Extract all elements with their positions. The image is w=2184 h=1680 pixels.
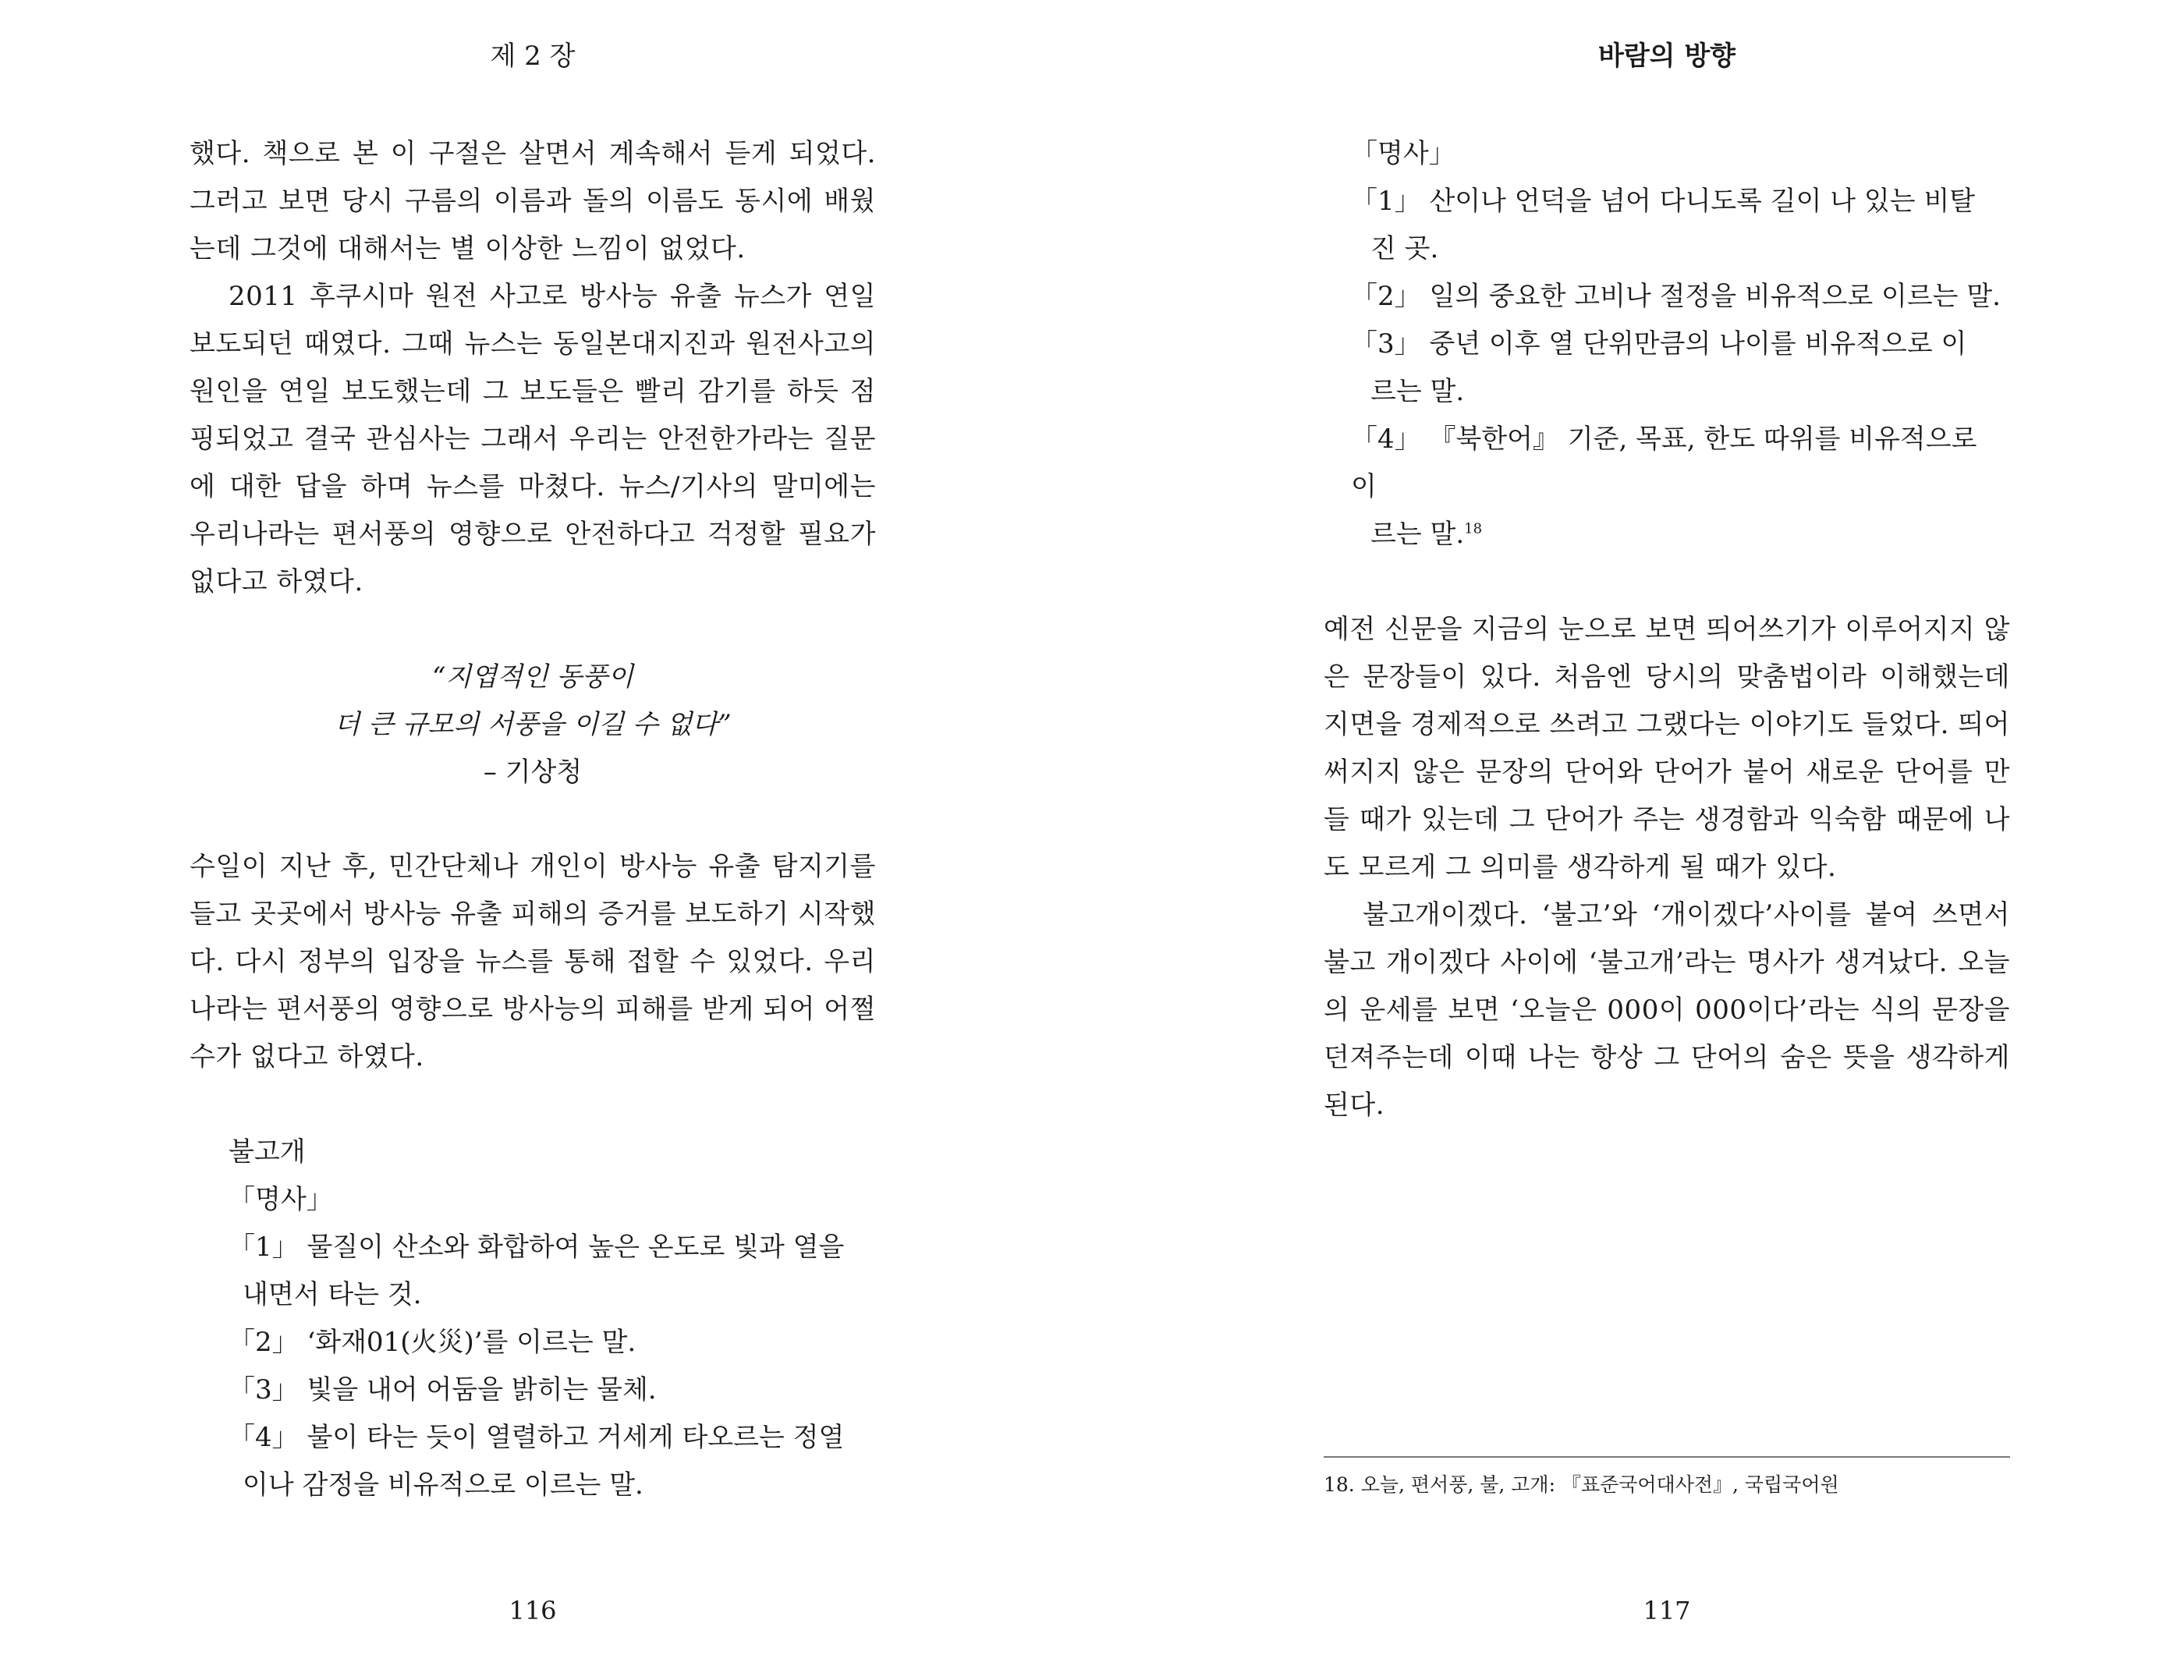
- dictionary-definition-cont: 내면서 타는 것.: [243, 1279, 422, 1310]
- footnote: 18. 오늘, 편서풍, 불, 고개: 『표준국어대사전』, 국립국어원: [1324, 1473, 1839, 1496]
- page-number: 117: [1643, 1596, 1691, 1625]
- body-paragraph: 2011 후쿠시마 원전 사고로 방사능 유출 뉴스가 연일 보도되던 때였다. 그때 뉴스는 동일본대지진과 원전사고의 원인을 연일 보도했는데 그 보도들은 빨리 감기를 하듯 점핑되었고 결국 관심사는 그래서 우리는 안전한가라는 질문에 대한 답을 하며 뉴스를 마쳤다. 뉴스/기사의 말미에는 우리나라는 편서풍의 영향으로 안전하다고 걱정할 필요가 없다고 하였다.: [190, 281, 876, 597]
- dictionary-entry: [1351, 130, 2010, 558]
- body-paragraph: 수일이 지난 후, 민간단체나 개인이 방사능 유출 탐지기를 들고 곳곳에서 방사능 유출 피해의 증거를 보도하기 시작했다. 다시 정부의 입장을 뉴스를 통해 접할 수 있었다. 우리나라는 편서풍의 영향으로 방사능의 피해를 받게 되어 어쩔 수가 없다고 하였다.: [190, 851, 876, 1072]
- dictionary-definition-cont: 이나 감정을 비유적으로 이르는 말.: [243, 1469, 644, 1501]
- body-paragraph: 예전 신문을 지금의 눈으로 보면 띄어쓰기가 이루어지지 않은 문장들이 있다. 처음엔 당시의 맞춤법이라 이해했는데 지면을 경제적으로 쓰려고 그랬다는 이야기도 들었다. 띄어써지지 않은 문장의 단어와 단어가 붙어 새로운 단어를 만들 때가 있는데 그 단어가 주는 생경함과 익숙함 때문에 나도 모르게 그 의미를 생각하게 될 때가 있다.: [1324, 614, 2010, 883]
- dictionary-entry: [229, 1129, 876, 1509]
- dictionary-pos: 「명사」: [229, 1184, 333, 1215]
- dictionary-headword: 불고개: [229, 1136, 306, 1168]
- pull-quote: [190, 654, 876, 796]
- footnote-divider: [1324, 1456, 2010, 1458]
- body-paragraph: 했다. 책으로 본 이 구절은 살면서 계속해서 듣게 되었다. 그러고 보면 당시 구름의 이름과 돌의 이름도 동시에 배웠는데 그것에 대해서는 별 이상한 느낌이 없었다.: [190, 138, 876, 264]
- running-head-chapter: 제 2 장: [490, 41, 576, 72]
- quote-line: 더 큰 규모의 서풍을 이길 수 없다”: [334, 709, 732, 740]
- dictionary-definition: 「3」 중년 이후 열 단위만큼의 나이를 비유적으로 이: [1351, 328, 1967, 360]
- dictionary-definition-cont: 르는 말.: [1370, 376, 1465, 407]
- dictionary-definition: 「2」 ‘화재01(火災)’를 이르는 말.: [229, 1327, 636, 1358]
- running-head-title: 바람의 방향: [1597, 41, 1736, 72]
- definition-text: 르는 말.: [1370, 519, 1465, 550]
- dictionary-pos: 「명사」: [1351, 138, 1455, 169]
- dictionary-definition: 「1」 산이나 언덕을 넘어 다니도록 길이 나 있는 비탈: [1351, 186, 1976, 217]
- dictionary-definition: 「1」 물질이 산소와 화합하여 높은 온도로 빛과 열을: [229, 1232, 845, 1263]
- left-text-column: [190, 130, 876, 1509]
- footnote-mark[interactable]: 18: [1464, 520, 1483, 537]
- dictionary-definition-cont: 진 곳.: [1370, 233, 1439, 264]
- right-page: [1092, 0, 2184, 1680]
- right-text-column: [1324, 130, 2010, 1129]
- quote-source: – 기상청: [483, 757, 583, 788]
- dictionary-definition: 「2」 일의 중요한 고비나 절정을 비유적으로 이르는 말.: [1351, 281, 2001, 312]
- dictionary-definition: 「4」 불이 타는 듯이 열렬하고 거세게 타오르는 정열: [229, 1422, 845, 1453]
- dictionary-definition: 「4」 『북한어』 기준, 목표, 한도 따위를 비유적으로 이: [1351, 424, 1977, 502]
- page-number: 116: [509, 1596, 557, 1625]
- body-paragraph: 불고개이겠다. ‘불고’와 ‘개이겠다’사이를 붙여 쓰면서 불고 개이겠다 사이에 ‘불고개’라는 명사가 생겨났다. 오늘의 운세를 보면 ‘오늘은 000이 000이다’라는 식의 문장을 던져주는데 이때 나는 항상 그 단어의 숨은 뜻을 생각하게 된다.: [1324, 899, 2010, 1121]
- dictionary-definition: 「3」 빛을 내어 어둠을 밝히는 물체.: [229, 1374, 657, 1405]
- right-body: [1324, 606, 2010, 1129]
- quote-line: “지엽적인 동풍이: [431, 661, 634, 693]
- dictionary-definition-cont: [1351, 511, 2010, 558]
